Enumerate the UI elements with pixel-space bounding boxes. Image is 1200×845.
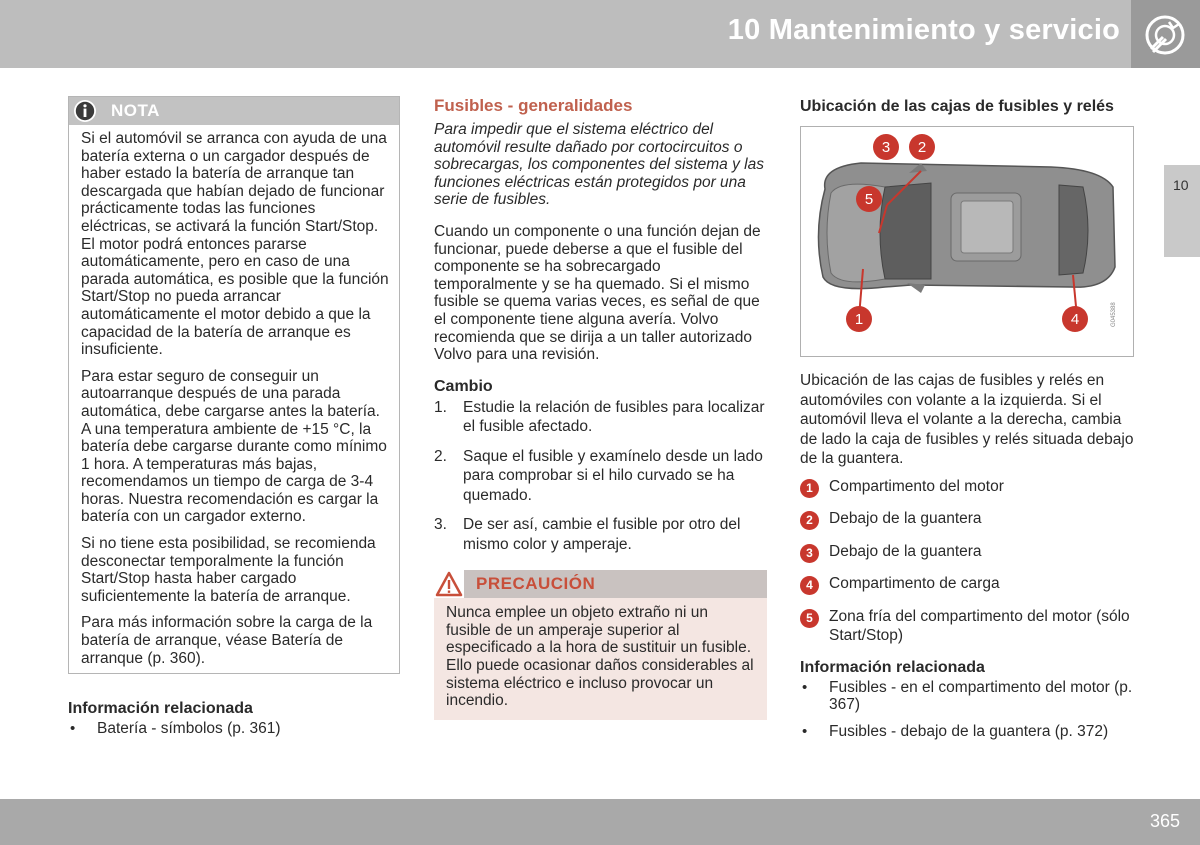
chapter-icon-box bbox=[1131, 0, 1200, 68]
section-intro: Para impedir que el sistema eléctrico del automóvil resulte dañado por cortocircuitos o sobrecargas, los componentes del sistema y las funciones eléctricas están protegidos por una serie de fusibles. bbox=[434, 121, 764, 209]
note-header bbox=[69, 97, 399, 125]
note-paragraph: Para más información sobre la carga de la batería de arranque, véase Batería de arranque (p. 360). bbox=[81, 614, 373, 667]
marker-1: 1 bbox=[854, 311, 864, 328]
legend-item bbox=[800, 542, 1134, 562]
note-body bbox=[69, 125, 399, 673]
legend-text: Compartimento del motor bbox=[829, 477, 1004, 495]
step-text: De ser así, cambie el fusible por otro del mismo color y amperaje. bbox=[463, 516, 741, 553]
legend-number-badge: 5 bbox=[800, 609, 819, 628]
note-title: NOTA bbox=[111, 101, 160, 120]
location-legend bbox=[800, 477, 1134, 646]
related-info-heading: Información relacionada bbox=[68, 700, 253, 718]
column-middle bbox=[434, 96, 767, 720]
legend-item bbox=[800, 574, 1134, 594]
legend-number-badge: 2 bbox=[800, 511, 819, 530]
marker-4: 4 bbox=[1070, 311, 1080, 328]
legend-item bbox=[800, 509, 1134, 529]
section-body: Cuando un componente o una función dejan de funcionar, puede deberse a que el fusible del componente se ha sobrecargado temporalmente y se ha quemado. Si el mismo fusible se quema varias veces, es señal de que el componente tiene alguna avería. Volvo recomienda que se dirija a un taller autorizado Volvo para una revisión. bbox=[434, 222, 761, 364]
related-info-link[interactable]: • Batería - símbolos (p. 361) bbox=[68, 720, 400, 738]
legend-text: Debajo de la guantera bbox=[829, 542, 982, 560]
page-footer bbox=[0, 799, 1200, 845]
warning-triangle-icon bbox=[434, 570, 464, 598]
chapter-side-tab bbox=[1164, 165, 1200, 257]
location-body: Ubicación de las cajas de fusibles y relés en automóviles con volante a la izquierda. Si el automóvil lleva el volante a la derecha, cambia de lado la caja de fusibles y relés situada debajo de la guantera. bbox=[800, 372, 1134, 467]
section-title: Fusibles - generalidades bbox=[434, 96, 633, 115]
note-paragraph: Para estar seguro de conseguir un autoarranque después de una parada automática, debe cargarse antes la batería. A una temperatura ambiente de +15 °C, la batería debe cargarse durante como mínimo 1 hora. A temperaturas más bajas, recomendamos un tiempo de carga de 3-4 horas. Nuestra recomendación es cargar la batería con un cargador externo. bbox=[81, 367, 387, 526]
step-number: 1. bbox=[434, 398, 447, 416]
change-steps bbox=[434, 398, 767, 555]
legend-item bbox=[800, 477, 1134, 497]
related-info-list bbox=[800, 679, 1134, 741]
step-item bbox=[434, 515, 767, 554]
related-info-link[interactable]: • Fusibles - en el compartimento del motor (p. 367) bbox=[800, 679, 1134, 714]
marker-5: 5 bbox=[864, 191, 874, 208]
note-box bbox=[68, 96, 400, 674]
related-info-list bbox=[68, 720, 400, 738]
step-text: Estudie la relación de fusibles para localizar el fusible afectado. bbox=[463, 398, 765, 436]
info-icon bbox=[73, 99, 97, 123]
marker-3: 3 bbox=[881, 139, 891, 156]
legend-number-badge: 4 bbox=[800, 576, 819, 595]
note-paragraph: Si el automóvil se arranca con ayuda de una batería externa o un cargador después de haber estado la batería de arranque tan descargada que habían dejado de funcionar prácticamente todas las funciones eléctricas, se activará la función Start/Stop. El motor podrá entonces pararse automáticamente, pero en caso de una parada automática, es posible que la función Start/Stop no pueda arrancar automáticamente el motor debido a que la capacidad de la batería de arranque es insuficiente. bbox=[81, 130, 389, 359]
chapter-title: 10 Mantenimiento y servicio bbox=[727, 14, 1120, 46]
step-item bbox=[434, 398, 767, 437]
caution-title: PRECAUCIÓN bbox=[476, 574, 596, 594]
page-number: 365 bbox=[1149, 811, 1180, 831]
column-left bbox=[68, 96, 400, 747]
related-info-heading: Información relacionada bbox=[800, 658, 985, 676]
legend-number-badge: 3 bbox=[800, 544, 819, 563]
car-top-view-diagram bbox=[801, 127, 1135, 358]
step-item bbox=[434, 447, 767, 506]
figure-code: G045388 bbox=[1111, 302, 1117, 327]
legend-item bbox=[800, 607, 1134, 646]
caution-text: Nunca emplee un objeto extraño ni un fusible de un amperaje superior al especificado a la hora de sustituir un fusible. Ello puede ocasionar daños considerables al sistema eléctrico e incluso provocar un incendio. bbox=[446, 604, 754, 710]
step-number: 3. bbox=[434, 516, 447, 534]
legend-text: Debajo de la guantera bbox=[829, 510, 982, 527]
caution-header bbox=[434, 570, 767, 598]
wrench-gear-icon bbox=[1143, 14, 1187, 56]
caution-box bbox=[434, 570, 767, 720]
legend-text: Compartimento de carga bbox=[829, 575, 1000, 592]
chapter-tab-label: 10 bbox=[1173, 177, 1189, 193]
note-paragraph: Si no tiene esta posibilidad, se recomienda desconectar temporalmente la función Start/Stop hasta haber cargado suficientemente la batería de arranque. bbox=[81, 535, 376, 605]
location-title: Ubicación de las cajas de fusibles y relés bbox=[800, 98, 1114, 115]
column-right bbox=[800, 96, 1134, 749]
caution-body bbox=[434, 598, 767, 720]
related-info-link[interactable]: • Fusibles - debajo de la guantera (p. 372) bbox=[800, 723, 1134, 741]
fuse-location-figure bbox=[800, 126, 1134, 357]
change-heading: Cambio bbox=[434, 377, 493, 395]
step-text: Saque el fusible y examínelo desde un lado para comprobar si el hilo curvado se ha quemado. bbox=[463, 447, 763, 504]
legend-number-badge: 1 bbox=[800, 479, 819, 498]
page-header bbox=[0, 0, 1200, 68]
legend-text: Zona fría del compartimento del motor (sólo Start/Stop) bbox=[829, 607, 1130, 644]
step-number: 2. bbox=[434, 447, 447, 465]
marker-2: 2 bbox=[917, 139, 927, 156]
